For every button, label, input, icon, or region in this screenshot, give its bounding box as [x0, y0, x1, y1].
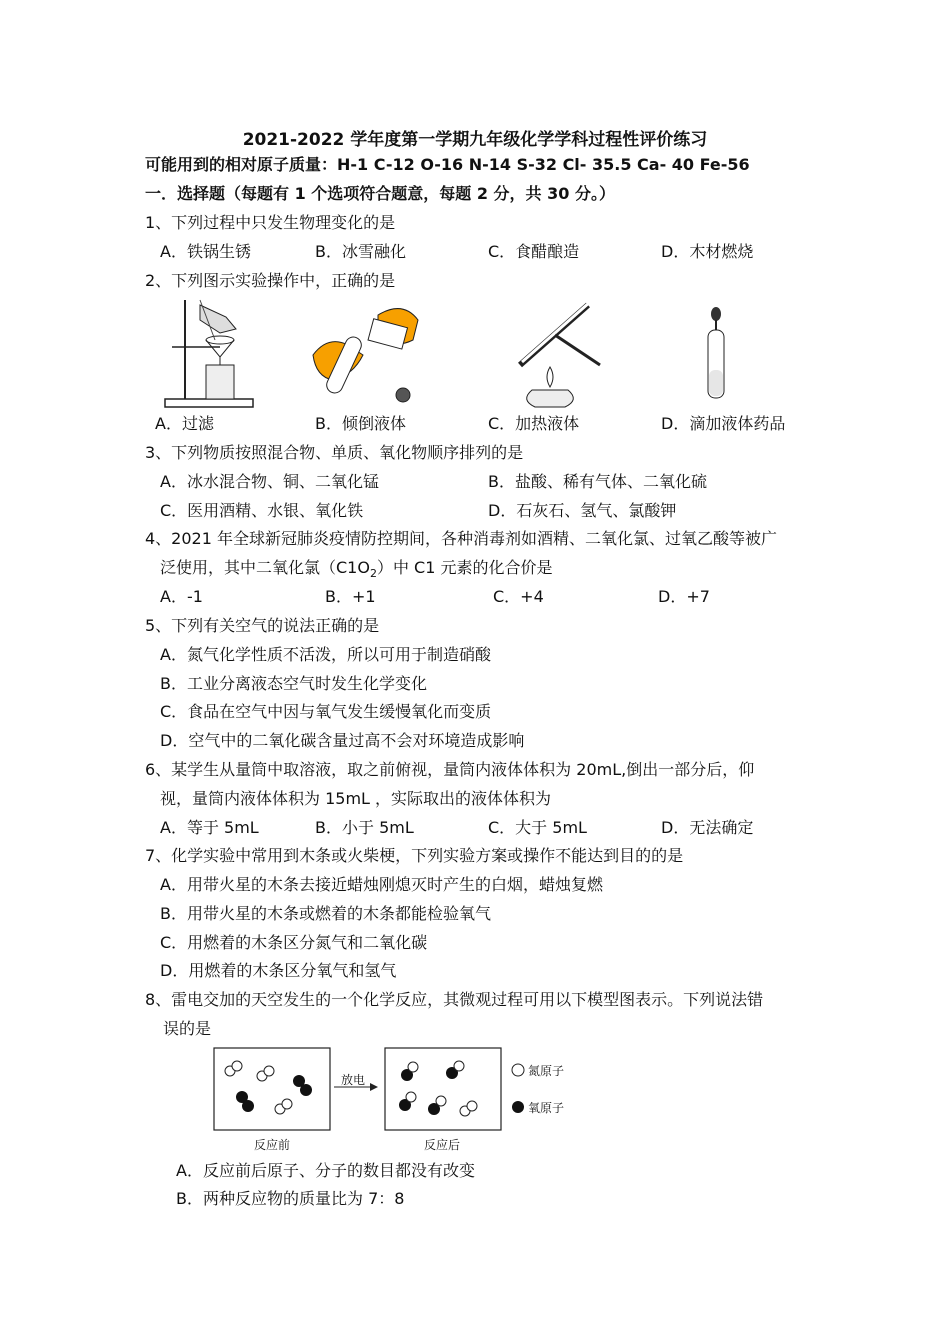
- q2-option-c: C．加热液体: [488, 414, 580, 433]
- q7-option-a: A．用带火星的木条去接近蜡烛刚熄灭时产生的白烟，蜡烛复燃: [160, 875, 603, 894]
- q2-option-b: B．倾倒液体: [315, 414, 406, 433]
- q1-option-c: C．食醋酿造: [488, 242, 580, 261]
- q3-stem: 3、下列物质按照混合物、单质、氧化物顺序排列的是: [145, 443, 524, 462]
- q6-stem-line2: 视，量筒内液体体积为 15mL ，实际取出的液体体积为: [160, 789, 552, 808]
- q2-option-d: D．滴加液体药品: [661, 414, 786, 433]
- q2-stem: 2、下列图示实验操作中，正确的是: [145, 271, 396, 290]
- q4-stem-part2: ）中 C1 元素的化合价是: [376, 558, 553, 577]
- dropping-figure: [700, 300, 740, 405]
- before-label: 反应前: [254, 1138, 291, 1152]
- q3-option-c: C．医用酒精、水银、氧化铁: [160, 501, 364, 520]
- q4-option-c: C．+4: [493, 587, 544, 606]
- q3-option-b: B．盐酸、稀有气体、二氧化硫: [488, 472, 707, 491]
- q6-option-a: A．等于 5mL: [160, 818, 259, 837]
- q2-option-a: A．过滤: [155, 414, 214, 433]
- legend-nitrogen: 氮原子: [528, 1064, 565, 1078]
- q5-stem: 5、下列有关空气的说法正确的是: [145, 616, 380, 635]
- q8-option-b: B．两种反应物的质量比为 7：8: [176, 1189, 405, 1208]
- legend-oxygen: 氧原子: [528, 1101, 565, 1115]
- q6-option-d: D．无法确定: [661, 818, 754, 837]
- q6-option-b: B．小于 5mL: [315, 818, 414, 837]
- q3-option-d: D．石灰石、氢气、氯酸钾: [488, 501, 677, 520]
- q6-option-c: C．大于 5mL: [488, 818, 587, 837]
- q4-stem-part: 泛使用，其中二氧化氯（C1O: [160, 558, 370, 577]
- oxygen-legend-swatch: [512, 1101, 524, 1113]
- atomic-masses: 可能用到的相对原子质量：H-1 C-12 O-16 N-14 S-32 Cl- 35.5 Ca- 40 Fe-56: [145, 155, 750, 174]
- section-heading: 一．选择题（每题有 1 个选项符合题意，每题 2 分，共 30 分。）: [145, 184, 615, 203]
- q8-stem-line2: 误的是: [163, 1019, 212, 1038]
- q1-stem: 1、下列过程中只发生物理变化的是: [145, 213, 396, 232]
- q6-stem-line1: 6、某学生从量筒中取溶液，取之前俯视，量筒内液体体积为 20mL,倒出一部分后，仰: [145, 760, 755, 779]
- q4-stem-line1: 4、2021 年全球新冠肺炎疫情防控期间，各种消毒剂如酒精、二氧化氯、过氧乙酸等被广: [145, 529, 777, 548]
- q7-option-d: D．用燃着的木条区分氧气和氢气: [160, 961, 397, 980]
- q8-option-a: A．反应前后原子、分子的数目都没有改变: [176, 1161, 475, 1180]
- q4-option-d: D．+7: [658, 587, 710, 606]
- q5-option-d: D．空气中的二氧化碳含量过高不会对环境造成影响: [160, 731, 525, 750]
- after-label: 反应后: [424, 1138, 461, 1152]
- arrow-label: 放电: [341, 1073, 366, 1087]
- q4-option-a: A．-1: [160, 587, 203, 606]
- after-box: [385, 1048, 501, 1130]
- q5-option-c: C．食品在空气中因与氧气发生缓慢氧化而变质: [160, 702, 492, 721]
- q8-stem-line1: 8、雷电交加的天空发生的一个化学反应，其微观过程可用以下模型图表示。下列说法错: [145, 990, 764, 1009]
- q7-option-c: C．用燃着的木条区分氮气和二氧化碳: [160, 933, 428, 952]
- q4-stem-line2: [160, 558, 552, 584]
- q5-option-a: A．氮气化学性质不活泼，所以可用于制造硝酸: [160, 645, 491, 664]
- q4-option-b: B．+1: [325, 587, 376, 606]
- pouring-figure: [308, 295, 428, 410]
- q4-subscript: 2: [369, 567, 377, 581]
- q7-option-b: B．用带火星的木条或燃着的木条都能检验氧气: [160, 904, 491, 923]
- nitrogen-legend-swatch: [512, 1064, 524, 1076]
- q3-option-a: A．冰水混合物、铜、二氧化锰: [160, 472, 379, 491]
- q1-option-b: B．冰雪融化: [315, 242, 406, 261]
- filtration-figure: [160, 295, 260, 410]
- heating-figure: [500, 295, 610, 410]
- page-title: 2021-2022 学年度第一学期九年级化学学科过程性评价练习: [242, 130, 708, 150]
- before-box: [214, 1048, 330, 1130]
- q1-option-d: D．木材燃烧: [661, 242, 754, 261]
- q1-option-a: A．铁锅生锈: [160, 242, 251, 261]
- q5-option-b: B．工业分离液态空气时发生化学变化: [160, 674, 427, 693]
- q7-stem: 7、化学实验中常用到木条或火柴梗，下列实验方案或操作不能达到目的的是: [145, 846, 684, 865]
